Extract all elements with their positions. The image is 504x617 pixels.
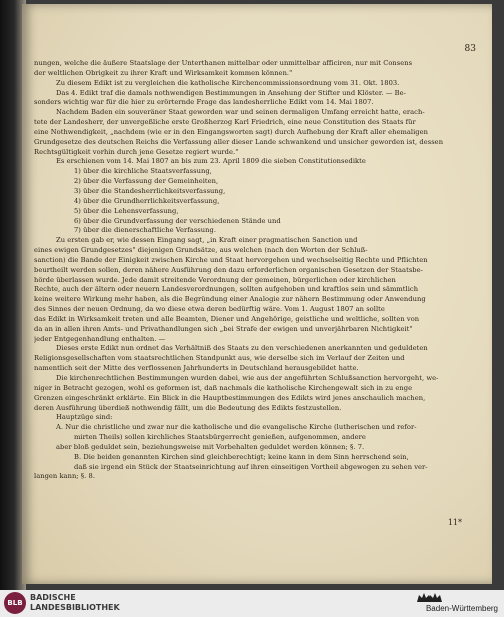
library-name[interactable] (30, 593, 120, 613)
text-line: aber bloß geduldet sein, beziehungsweise mit Vorbehalten geduldet werden können; §. 7. (56, 442, 365, 451)
text-line: B. Die beiden genannten Kirchen sind gleichberechtigt; keine kann in dem Sinn herrschend sein, (74, 452, 409, 461)
text-line: jeder Entgegenhandlung enthalten. — (34, 334, 166, 343)
text-line: des Sinnes der neuen Ordnung, da wo diese etwa deren bedürftig wäre. Vom 1. August 1807 an sollte (34, 305, 385, 314)
text-line: beurtheilt werden sollen, deren nähere Ausführung den dazu erforderlichen organischen Gesetzen der Staatsbe- (34, 265, 423, 274)
text-line: Es erschienen vom 14. Mai 1807 an bis zum 23. April 1809 die sieben Constitutionsedikte (56, 157, 366, 166)
text-line: 5) über die Lehensverfassung, (74, 206, 179, 215)
text-line: sonders wichtig war für die hier zu erörternde Frage das landesherrliche Edikt vom 14. Mai 1807. (34, 98, 374, 107)
text-line: der weltlichen Obrigkeit zu ihrer Kraft und Wirksamkeit kommen können." (34, 68, 293, 77)
text-line: Rechtsgültigkeit vorhin durch jene Gesetze regiert wurde." (34, 147, 239, 156)
text-line: Hauptzüge sind: (56, 413, 113, 422)
text-line: das Edikt in Wirksamkeit treten und alle Beamten, Diener und Angehörige, geistliche und weltliche, sollten von (34, 314, 420, 323)
text-line: da an in allen ihren Amts- und Privathandlungen sich „bei Strafe der ewigen und unverjährbaren Nichtigkeit" (34, 324, 413, 333)
text-line: Grundgesetze des deutschen Reichs die Verfassung aller dieser Lande schwankend und unsicher geworden ist, dessen (34, 137, 444, 146)
page-number: 83 (464, 44, 476, 54)
text-line: daß sie irgend ein Stück der Staatseinrichtung auf ihren einseitigen Vortheil abgewogen zu sehen ver- (74, 462, 428, 471)
text-line: eines ewigen Grundgesetzes" diejenigen Grundsätze, aus welchen (nach den Worten der Schluß- (34, 246, 368, 255)
library-name-line1: BADISCHE (30, 593, 76, 602)
text-line: niger in Betracht gezogen, wohl es geformen ist, daß nachmals die katholische Kirchengewalt sich in zu enge (34, 383, 413, 392)
text-line: 3) über die Standesherrlichkeitsverfassung, (74, 186, 226, 195)
page-text (34, 59, 479, 482)
text-line: langen kann; §. 8. (34, 472, 96, 481)
state-crest-icon (414, 590, 444, 604)
text-line: Die kirchenrechtlichen Bestimmungen wurden dabei, wie aus der angeführten Schlußsanction hervorgeht, we- (56, 374, 439, 382)
text-line: eine Nothwendigkeit, „nachdem (wie er in den Eingangsworten sagt) durch Aufhebung der Kraft aller ehemaligen (34, 127, 428, 136)
text-line: tete der Landesherr, der unvergeßliche erste Großherzog Karl Friedrich, eine neue Constitution des Staats für (34, 118, 416, 127)
text-line: Nachdem Baden ein souveräner Staat geworden war und seinen dermaligen Umfang erreicht hatte, erach- (56, 108, 425, 117)
signature-mark: 11* (447, 518, 462, 527)
text-line: Religionsgesellschaften vom staatsrechtlichen Standpunkt aus, wie derselbe sich im Verlauf der Zeiten und (34, 354, 405, 363)
blb-logo-icon[interactable]: BLB (4, 592, 26, 614)
text-line: Grenzen eingeschränkt erklärte. Ein Blick in die Hauptbestimmungen des Edikts wird jenes anschaulich machen, (34, 393, 426, 402)
text-line: deren Ausführung überdieß nothwendig fällt, um die Bedeutung des Edikts festzustellen. (34, 403, 342, 412)
text-line: 6) über die Grundverfassung der verschiedenen Stände und (74, 216, 281, 225)
text-line: nungen, welche die äußere Staatslage der Unterthanen mittelbar oder unmittelbar afficiren, nur mit Consens (34, 59, 413, 67)
text-line: hörde überlassen wurde. Jede damit streitende Verordnung der gemeinen, bürgerlichen oder kirchlichen (34, 275, 396, 284)
text-line: Dieses erste Edikt nun ordnet das Verhältniß des Staats zu den verschiedenen anerkannten und geduldeten (56, 344, 428, 353)
text-line: Das 4. Edikt traf die damals nothwendigen Bestimmungen in Ansehung der Stifter und Klöster. — Be- (56, 88, 406, 97)
text-line: 4) über die Grundherrlichkeitsverfassung, (74, 196, 220, 205)
text-line: Zu diesem Edikt ist zu vergleichen die katholische Kirchencommissionsordnung vom 31. Okt. 1803. (56, 78, 400, 87)
text-line: namentlich seit der Mitte des verflossenen Jahrhunderts in Deutschland herausgebildet hatte. (34, 364, 359, 373)
text-line: 7) über die dienerschaftliche Verfassung. (74, 226, 217, 235)
library-name-line2: LANDESBIBLIOTHEK (30, 603, 120, 612)
text-line: 2) über die Verfassung der Gemeinheiten, (74, 177, 219, 186)
text-line: mirten Theils) sollen kirchliches Staatsbürgerrecht genießen, aufgenommen, andere (74, 433, 366, 442)
footer-bar (0, 590, 504, 617)
text-line: A. Nur die christliche und zwar nur die katholische und die evangelische Kirche (lutherischen und refor- (56, 423, 417, 432)
text-line: Rechte, auch der ältern oder neuern Landesverordnungen, sollten aufgehoben und kraftlos sein und sämmtlich (34, 285, 419, 294)
text-line: 1) über die kirchliche Staatsverfassung, (74, 167, 212, 176)
book-page (22, 4, 492, 584)
state-name: Baden-Württemberg (425, 604, 498, 613)
text-line: keine weitere Wirkung mehr haben, als die Begründung einer Analogie zur nähern Bestimmung oder Anwendung (34, 295, 426, 304)
text-line: Zu ersten gab er, wie dessen Eingang sagt, „in Kraft einer pragmatischen Sanction und (56, 236, 358, 245)
text-line: sanction) die Bande der Einigkeit zwischen Kirche und Staat hervorgehen und wechselseitig Rechte und Pflichten (34, 255, 428, 264)
